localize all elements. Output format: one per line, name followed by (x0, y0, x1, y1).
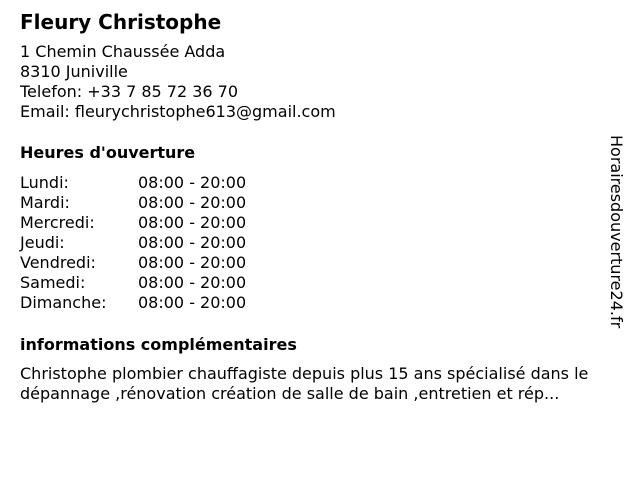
day-label: Mercredi: (20, 213, 95, 232)
hours-table (20, 173, 620, 313)
business-card (20, 10, 620, 404)
day-hours: 08:00 - 20:00 (138, 293, 247, 312)
hours-row-wednesday (20, 213, 620, 233)
day-label: Mardi: (20, 193, 70, 212)
site-watermark: Horairesdouverture24.fr (607, 135, 626, 329)
hours-title: Heures d'ouverture (20, 143, 196, 162)
hours-row-monday (20, 173, 620, 193)
hours-row-friday (20, 253, 620, 273)
day-label: Jeudi: (20, 233, 65, 252)
day-hours: 08:00 - 20:00 (138, 193, 247, 212)
address-city: 8310 Juniville (20, 62, 128, 81)
business-description: Christophe plombier chauffagiste depuis plus 15 ans spécialisé dans le dépannage ,rénovation création de salle de bain ,entretien et rép... (20, 364, 589, 403)
day-hours: 08:00 - 20:00 (138, 253, 247, 272)
phone-line: Telefon: +33 7 85 72 36 70 (20, 82, 239, 101)
day-hours: 08:00 - 20:00 (138, 173, 247, 192)
day-label: Dimanche: (20, 293, 107, 312)
email-line: Email: fleurychristophe613@gmail.com (20, 102, 336, 121)
info-title: informations complémentaires (20, 335, 297, 354)
day-label: Samedi: (20, 273, 86, 292)
business-name: Fleury Christophe (20, 10, 222, 34)
hours-row-thursday (20, 233, 620, 253)
day-hours: 08:00 - 20:00 (138, 213, 247, 232)
address-street: 1 Chemin Chaussée Adda (20, 42, 226, 61)
hours-row-saturday (20, 273, 620, 293)
day-label: Vendredi: (20, 253, 96, 272)
day-label: Lundi: (20, 173, 69, 192)
hours-row-sunday (20, 293, 620, 313)
hours-row-tuesday (20, 193, 620, 213)
day-hours: 08:00 - 20:00 (138, 273, 247, 292)
day-hours: 08:00 - 20:00 (138, 233, 247, 252)
